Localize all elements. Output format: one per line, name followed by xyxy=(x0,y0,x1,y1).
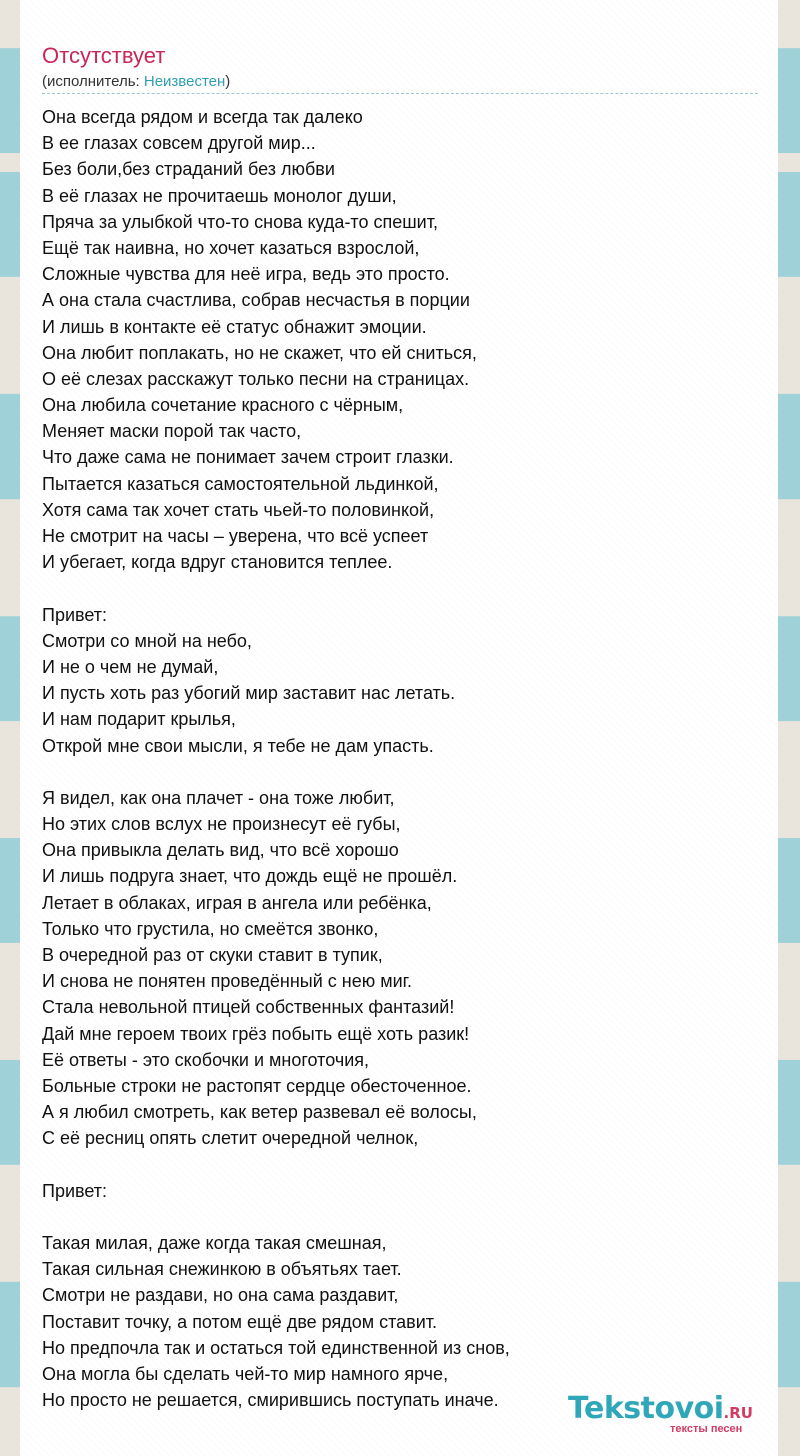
lyric-line: Не смотрит на часы – уверена, что всё успеет xyxy=(42,526,429,546)
lyric-line: Она всегда рядом и всегда так далеко xyxy=(42,107,363,127)
lyric-line xyxy=(42,1152,762,1178)
logo-tld: .RU xyxy=(723,1404,753,1422)
lyric-line: Она любит поплакать, но не скажет, что ей сниться, xyxy=(42,342,477,363)
lyrics-text xyxy=(42,104,762,1413)
lyric-line: Она любила сочетание красного с чёрным, xyxy=(42,395,404,416)
lyric-line: Привет: xyxy=(42,604,108,625)
lyric-line: Стала невольной птицей собственных фантазий! xyxy=(42,997,455,1018)
lyric-line: Поставит точку, а потом ещё две рядом ставит. xyxy=(42,1311,438,1332)
lyric-line: А я любил смотреть, как ветер развевал её волосы, xyxy=(42,1102,477,1123)
lyric-line: А она стала счастлива, собрав несчастья в порции xyxy=(42,290,470,311)
lyric-line: С её ресниц опять слетит очередной челнок, xyxy=(42,1128,419,1149)
lyric-line: Она привыкла делать вид, что всё хорошо xyxy=(42,840,399,861)
lyric-line: Меняет маски порой так часто, xyxy=(42,421,302,442)
lyric-line xyxy=(42,1204,762,1230)
lyric-line: И не о чем не думай, xyxy=(42,656,219,677)
lyric-line: Сложные чувства для неё игра, ведь это просто. xyxy=(42,264,450,285)
site-logo[interactable] xyxy=(568,1392,778,1440)
lyric-line: И снова не понятен проведённый с нею миг. xyxy=(42,971,413,992)
title-divider xyxy=(42,93,758,94)
logo-tagline: тексты песен xyxy=(670,1423,743,1435)
lyric-line: Смотри не раздави, но она сама раздавит, xyxy=(42,1285,399,1306)
lyric-line: И пусть хоть раз убогий мир заставит нас летать. xyxy=(42,683,456,704)
lyric-line: Её ответы - это скобочки и многоточия, xyxy=(42,1049,369,1070)
lyric-line: И нам подарит крылья, xyxy=(42,709,236,730)
lyric-line: Дай мне героем твоих грёз побыть ещё хоть разик! xyxy=(42,1023,470,1044)
lyric-line: Пытается казаться самостоятельной льдинкой, xyxy=(42,473,439,494)
artist-suffix: ) xyxy=(225,73,231,90)
lyric-line: В очередной раз от скуки ставит в тупик, xyxy=(42,945,383,965)
lyric-line: Но этих слов вслух не произнесут её губы, xyxy=(42,814,401,835)
lyrics-card xyxy=(20,0,778,1456)
lyric-line: Смотри со мной на небо, xyxy=(42,630,252,651)
lyric-line: И убегает, когда вдруг становится теплее. xyxy=(42,552,393,573)
lyric-line: Она могла бы сделать чей-то мир намного ярче, xyxy=(42,1364,449,1384)
lyric-line: Летает в облаках, играя в ангела или ребёнка, xyxy=(42,892,432,913)
lyric-line xyxy=(42,759,762,785)
artist-prefix: (исполнитель: xyxy=(42,73,144,90)
lyric-line: Только что грустила, но смеётся звонко, xyxy=(42,918,379,939)
lyric-line: Открой мне свои мысли, я тебе не дам упасть. xyxy=(42,735,434,756)
lyric-line: Больные строки не растопят сердце обесточенное. xyxy=(42,1075,472,1096)
song-title: Отсутствует xyxy=(42,43,166,68)
lyric-line: Без боли,без страданий без любви xyxy=(42,159,335,180)
logo-name: Tekstovoi xyxy=(568,1391,724,1426)
lyric-line: Я видел, как она плачет - она тоже любит, xyxy=(42,787,395,808)
artist-link[interactable]: Неизвестен xyxy=(143,73,226,90)
lyric-line: Ещё так наивна, но хочет казаться взрослой, xyxy=(42,237,420,258)
lyric-line: Но просто не решается, смирившись поступать иначе. xyxy=(42,1390,499,1411)
lyric-line: В ее глазах совсем другой мир... xyxy=(42,133,316,154)
artist-line xyxy=(42,73,230,91)
lyric-line: Но предпочла так и остаться той единственной из снов, xyxy=(42,1337,510,1358)
lyric-line: Привет: xyxy=(42,1180,108,1201)
lyric-line: И лишь подруга знает, что дождь ещё не прошёл. xyxy=(42,866,458,887)
lyric-line: Такая сильная снежинкою в объятьях тает. xyxy=(42,1259,402,1280)
lyric-line: Хотя сама так хочет стать чьей-то половинкой, xyxy=(42,499,435,520)
lyric-line: Пряча за улыбкой что-то снова куда-то спешит, xyxy=(42,211,438,232)
lyric-line: И лишь в контакте её статус обнажит эмоции. xyxy=(42,316,427,337)
lyric-line xyxy=(42,575,762,601)
lyric-line: Такая милая, даже когда такая смешная, xyxy=(42,1233,387,1254)
lyric-line: В её глазах не прочитаешь монолог души, xyxy=(42,185,397,206)
lyric-line: О её слезах расскажут только песни на страницах. xyxy=(42,368,470,389)
lyric-line: Что даже сама не понимает зачем строит глазки. xyxy=(42,447,454,468)
